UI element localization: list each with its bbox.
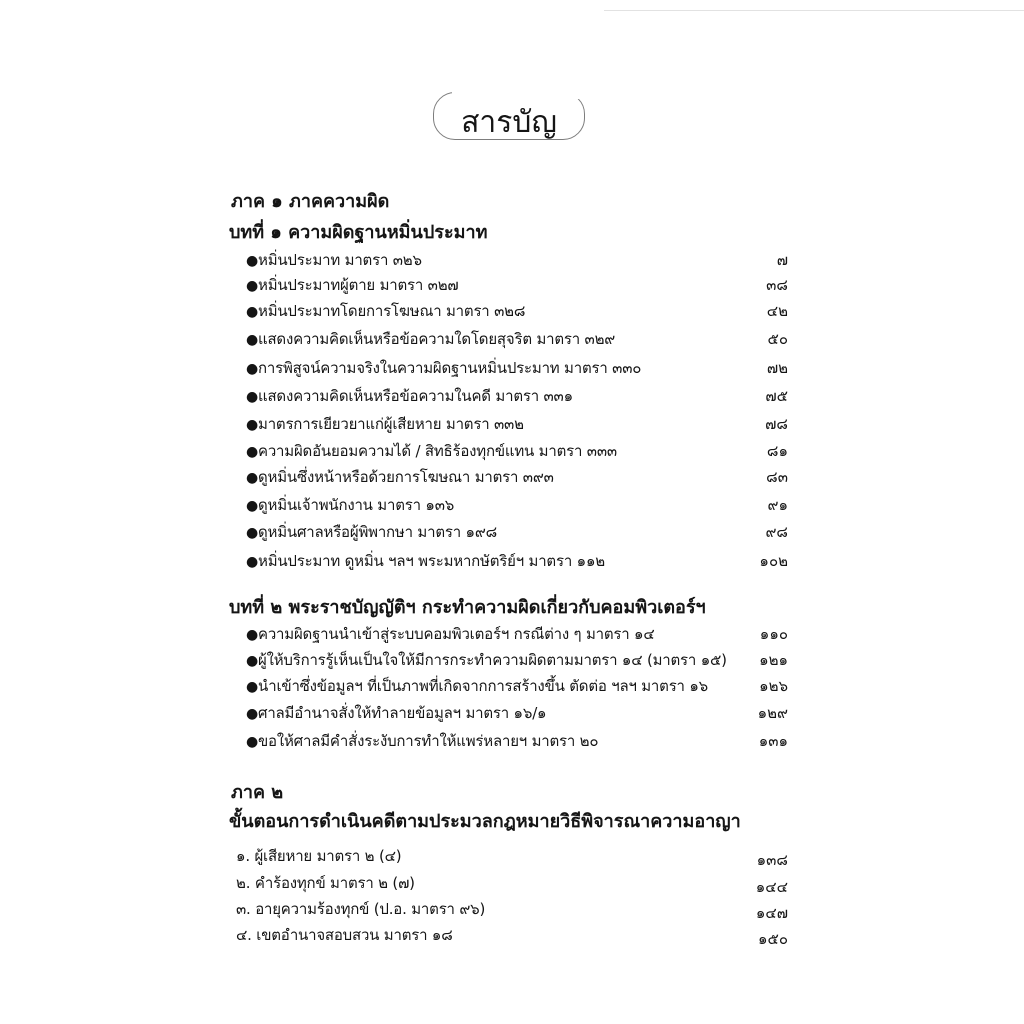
toc-entry-page: ๗ xyxy=(776,251,788,269)
toc-entry-label-wrap xyxy=(246,648,727,672)
bullet-icon: ● xyxy=(246,278,259,294)
bullet-icon: ● xyxy=(246,525,259,541)
toc-entry-label-wrap xyxy=(246,412,524,436)
toc-entry-label: หมิ่นประมาทผู้ตาย มาตรา ๓๒๗ xyxy=(258,276,459,294)
toc-entry xyxy=(246,439,788,465)
toc-entry xyxy=(236,897,788,923)
toc-entry xyxy=(236,923,788,949)
bullet-icon: ● xyxy=(246,653,259,669)
toc-entry-page: ๗๘ xyxy=(765,415,788,433)
toc-entry-label-wrap xyxy=(246,701,546,725)
toc-entry xyxy=(246,356,788,382)
toc-entry-label-wrap xyxy=(246,520,497,544)
toc-entry xyxy=(246,729,788,755)
toc-entry-label-wrap xyxy=(246,273,459,297)
toc-entry-page: ๑๑๐ xyxy=(759,625,788,643)
toc-entry-label-wrap xyxy=(246,327,615,351)
toc-entry-label: ดูหมิ่นเจ้าพนักงาน มาตรา ๑๓๖ xyxy=(258,496,455,514)
toc-entry xyxy=(246,701,788,727)
chapter-1-heading: บทที่ ๑ ความผิดฐานหมิ่นประมาท xyxy=(229,222,488,243)
toc-entry-label-wrap xyxy=(236,844,401,868)
bullet-icon: ● xyxy=(246,679,259,695)
toc-entry-label-wrap xyxy=(246,384,573,408)
toc-entry xyxy=(246,412,788,438)
part-2-heading: ภาค ๒ xyxy=(231,782,284,803)
toc-entry-label-wrap xyxy=(246,465,554,489)
toc-entry-label-wrap xyxy=(236,871,415,895)
toc-entry-label: ๒. คำร้องทุกข์ มาตรา ๒ (๗) xyxy=(236,874,415,892)
toc-entry-page: ๗๕ xyxy=(765,387,788,405)
toc-entry-label: ขอให้ศาลมีคำสั่งระงับการทำให้แพร่หลายฯ มาตรา ๒๐ xyxy=(258,732,599,750)
toc-entry-page: ๑๒๖ xyxy=(759,677,788,695)
toc-entry-label-wrap xyxy=(246,356,641,380)
toc-entry xyxy=(246,520,788,546)
toc-entry-label-wrap xyxy=(236,923,453,947)
toc-entry xyxy=(246,465,788,491)
chapter-2-heading: บทที่ ๒ พระราชบัญญัติฯ กระทำความผิดเกี่ยวกับคอมพิวเตอร์ฯ xyxy=(229,597,706,618)
toc-entry-label: หมิ่นประมาท ดูหมิ่น ฯลฯ พระมหากษัตริย์ฯ มาตรา ๑๑๒ xyxy=(258,552,605,570)
title-box xyxy=(433,92,585,140)
bullet-icon: ● xyxy=(246,734,259,750)
bullet-icon: ● xyxy=(246,389,259,405)
bullet-icon: ● xyxy=(246,706,259,722)
page-title: สารบัญ xyxy=(461,105,557,140)
toc-entry-page: ๑๔๔ xyxy=(755,878,788,896)
toc-entry-label-wrap xyxy=(246,493,454,517)
toc-entry-label-wrap xyxy=(246,729,598,753)
bullet-icon: ● xyxy=(246,444,259,460)
toc-entry-page: ๑๕๐ xyxy=(757,930,788,948)
toc-entry-page: ๑๓๘ xyxy=(756,851,788,869)
toc-entry-label: นำเข้าซึ่งข้อมูลฯ ที่เป็นภาพที่เกิดจากการสร้างขึ้น ตัดต่อ ฯลฯ มาตรา ๑๖ xyxy=(258,677,708,695)
toc-entry-label-wrap xyxy=(246,299,525,323)
toc-entry-label-wrap xyxy=(246,248,422,272)
toc-entry-label: ความผิดอันยอมความได้ / สิทธิร้องทุกข์แทน มาตรา ๓๓๓ xyxy=(258,442,617,460)
toc-entry-page: ๔๒ xyxy=(766,302,788,320)
toc-entry xyxy=(246,273,788,299)
toc-entry xyxy=(246,674,788,700)
toc-entry xyxy=(246,493,788,519)
bullet-icon: ● xyxy=(246,253,259,269)
toc-entry-page: ๓๘ xyxy=(766,276,788,294)
toc-entry xyxy=(246,327,788,353)
toc-entry-label: แสดงความคิดเห็นหรือข้อความใดโดยสุจริต มาตรา ๓๒๙ xyxy=(258,330,616,348)
toc-entry-label-wrap xyxy=(246,622,655,646)
toc-entry-label-wrap xyxy=(246,674,708,698)
toc-entry-page: ๑๒๙ xyxy=(757,704,788,722)
toc-entry xyxy=(236,844,788,870)
toc-entry-page: ๙๑ xyxy=(767,496,788,514)
toc-entry-label: ดูหมิ่นซึ่งหน้าหรือด้วยการโฆษณา มาตรา ๓๙๓ xyxy=(258,468,554,486)
part-1-heading: ภาค ๑ ภาคความผิด xyxy=(231,191,390,212)
toc-entry-label: มาตรการเยียวยาแก่ผู้เสียหาย มาตรา ๓๓๒ xyxy=(258,415,524,433)
toc-entry-page: ๕๐ xyxy=(767,330,788,348)
toc-entry-page: ๘๑ xyxy=(766,442,788,460)
bullet-icon: ● xyxy=(246,498,259,514)
toc-entry xyxy=(246,549,788,575)
bullet-icon: ● xyxy=(246,304,259,320)
toc-entry-label-wrap xyxy=(246,439,617,463)
toc-entry-label: แสดงความคิดเห็นหรือข้อความในคดี มาตรา ๓๓๑ xyxy=(258,387,573,405)
toc-entry-label: ผู้ให้บริการรู้เห็นเป็นใจให้มีการกระทำความผิดตามมาตรา ๑๔ (มาตรา ๑๕) xyxy=(258,651,727,669)
toc-entry-label: ๔. เขตอำนาจสอบสวน มาตรา ๑๘ xyxy=(236,926,453,944)
toc-entry xyxy=(246,648,788,674)
bullet-icon: ● xyxy=(246,417,259,433)
toc-entry-label: หมิ่นประมาทโดยการโฆษณา มาตรา ๓๒๘ xyxy=(258,302,526,320)
toc-entry-label: ศาลมีอำนาจสั่งให้ทำลายข้อมูลฯ มาตรา ๑๖/๑ xyxy=(258,704,547,722)
toc-entry xyxy=(246,384,788,410)
toc-entry-page: ๗๒ xyxy=(766,359,788,377)
toc-entry-label: การพิสูจน์ความจริงในความผิดฐานหมิ่นประมาท มาตรา ๓๓๐ xyxy=(258,359,642,377)
toc-entry-label-wrap xyxy=(236,897,485,921)
toc-entry-label: ๑. ผู้เสียหาย มาตรา ๒ (๔) xyxy=(236,847,402,865)
toc-entry-page: ๙๘ xyxy=(765,523,788,541)
bullet-icon: ● xyxy=(246,361,259,377)
toc-entry-label: ๓. อายุความร้องทุกข์ (ป.อ. มาตรา ๙๖) xyxy=(236,900,486,918)
toc-entry-page: ๑๔๗ xyxy=(755,904,788,922)
bullet-icon: ● xyxy=(246,470,259,486)
part-2-subheading: ขั้นตอนการดำเนินคดีตามประมวลกฎหมายวิธีพิจารณาความอาญา xyxy=(229,811,741,832)
toc-entry-label: หมิ่นประมาท มาตรา ๓๒๖ xyxy=(258,251,422,269)
toc-entry xyxy=(246,299,788,325)
bullet-icon: ● xyxy=(246,554,259,570)
toc-entry-page: ๑๓๑ xyxy=(758,732,788,750)
toc-entry-page: ๑๒๑ xyxy=(759,651,788,669)
page-edge-line xyxy=(604,0,1024,11)
toc-entry-page: ๑๐๒ xyxy=(759,552,788,570)
bullet-icon: ● xyxy=(246,627,259,643)
toc-entry xyxy=(246,622,788,648)
toc-entry xyxy=(236,871,788,897)
toc-entry-label-wrap xyxy=(246,549,605,573)
toc-entry-label: ดูหมิ่นศาลหรือผู้พิพากษา มาตรา ๑๙๘ xyxy=(258,523,497,541)
toc-entry-label: ความผิดฐานนำเข้าสู่ระบบคอมพิวเตอร์ฯ กรณีต่าง ๆ มาตรา ๑๔ xyxy=(258,625,655,643)
bullet-icon: ● xyxy=(246,332,259,348)
toc-entry-page: ๘๓ xyxy=(766,468,788,486)
toc-entry xyxy=(246,248,788,274)
